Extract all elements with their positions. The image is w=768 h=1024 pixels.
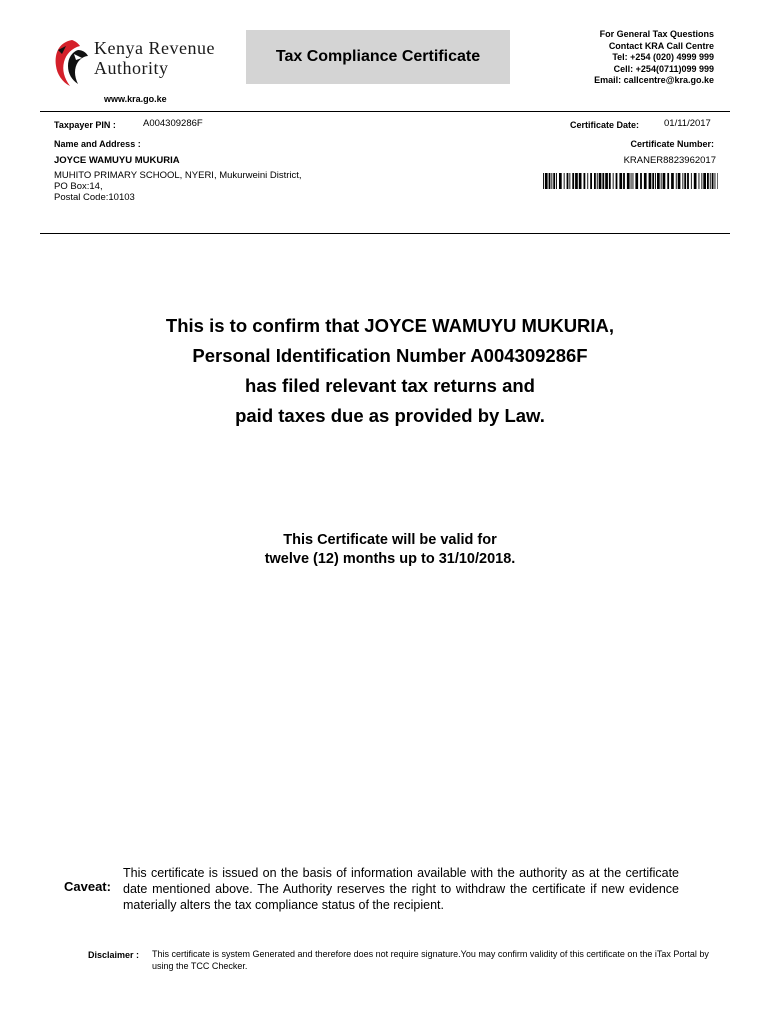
barcode-bar	[599, 173, 602, 189]
barcode-bar	[715, 173, 716, 189]
barcode-bar	[623, 173, 625, 189]
logo-text-line2: Authority	[94, 58, 169, 78]
contact-line: For General Tax Questions	[599, 29, 714, 39]
barcode-bar	[717, 173, 718, 189]
name-address-label: Name and Address :	[54, 139, 141, 149]
document-title: Tax Compliance Certificate	[246, 30, 510, 84]
barcode-bar	[619, 173, 622, 189]
confirmation-statement	[40, 311, 740, 431]
barcode-bar	[543, 173, 544, 189]
barcode-bar	[556, 173, 557, 189]
confirmation-line: Personal Identification Number A004309286F	[192, 345, 588, 366]
disclaimer-label: Disclaimer :	[88, 950, 140, 960]
website-link[interactable]: www.kra.go.ke	[104, 94, 167, 104]
kra-logo	[52, 36, 237, 88]
barcode-bar	[661, 173, 662, 189]
divider	[40, 111, 730, 112]
barcode-bar	[682, 173, 683, 189]
barcode-bar	[605, 173, 608, 189]
barcode-bar	[575, 173, 578, 189]
contact-line: Contact KRA Call Centre	[608, 40, 714, 51]
barcode-bar	[635, 173, 638, 189]
barcode-bar	[667, 173, 669, 189]
barcode-bar	[545, 173, 548, 189]
barcode-bar	[587, 173, 588, 189]
barcode-bar	[663, 173, 666, 189]
barcode-bar	[613, 173, 614, 189]
barcode-bar	[707, 173, 709, 189]
validity-statement	[40, 531, 740, 569]
confirmation-line: paid taxes due as provided by Law.	[235, 405, 545, 426]
lion-emblem-icon	[52, 36, 90, 88]
barcode-bar	[594, 173, 596, 189]
address-line: MUHITO PRIMARY SCHOOL, NYERI, Mukurweini District,	[54, 170, 302, 181]
barcode-bar	[569, 173, 570, 189]
address-line: Postal Code:10103	[54, 192, 135, 203]
barcode-bar	[572, 173, 574, 189]
barcode-bar	[684, 173, 686, 189]
barcode-bar	[644, 173, 647, 189]
barcode-bar	[579, 173, 582, 189]
barcode-bar	[553, 173, 555, 189]
certificate-date-label: Certificate Date:	[570, 120, 640, 130]
barcode-bar	[703, 173, 706, 189]
confirmation-line: has filed relevant tax returns and	[245, 375, 535, 396]
contact-block	[594, 29, 714, 87]
divider	[40, 233, 730, 234]
pin-value: A004309286F	[143, 118, 203, 129]
barcode-bar	[627, 173, 630, 189]
barcode-bar	[640, 173, 642, 189]
barcode	[543, 173, 718, 189]
certificate-number-label: Certificate Number:	[630, 139, 714, 149]
barcode-bar	[549, 173, 551, 189]
barcode-bar	[671, 173, 674, 189]
barcode-bar	[694, 173, 697, 189]
certificate-number-value: KRANER8823962017	[623, 155, 716, 166]
barcode-bar	[687, 173, 689, 189]
confirmation-line: This is to confirm that JOYCE WAMUYU MUKURIA,	[165, 315, 615, 336]
certificate-date-value: 01/11/2017	[664, 118, 711, 129]
address-line: PO Box:14,	[54, 181, 103, 192]
logo-text-line1: Kenya Revenue	[94, 38, 215, 58]
barcode-bar	[701, 173, 702, 189]
barcode-bar	[699, 173, 700, 189]
barcode-bar	[649, 173, 652, 189]
barcode-bar	[655, 173, 656, 189]
contact-email[interactable]: Email: callcentre@kra.go.ke	[594, 75, 714, 85]
caveat-text: This certificate is issued on the basis of information available with the authority as at the certificate date mentioned above. The Authority reserves the right to withdraw the certificate if new evidence materially alters the tax compliance status of the recipient.	[123, 866, 679, 912]
barcode-bar	[597, 173, 598, 189]
contact-cell: Cell: +254(0711)099 999	[613, 63, 714, 74]
barcode-bar	[678, 173, 681, 189]
barcode-bar	[712, 173, 714, 189]
validity-line: twelve (12) months up to 31/10/2018.	[264, 551, 516, 567]
barcode-bar	[691, 173, 692, 189]
taxpayer-name: JOYCE WAMUYU MUKURIA	[54, 155, 180, 166]
barcode-bar	[676, 173, 677, 189]
barcode-bar	[590, 173, 592, 189]
disclaimer-text: This certificate is system Generated and therefore does not require signature.You may confirm validity of this certificate on the iTax Portal by using the TCC Checker.	[152, 949, 709, 971]
barcode-bar	[609, 173, 611, 189]
barcode-bar	[602, 173, 604, 189]
pin-label: Taxpayer PIN :	[54, 120, 116, 130]
barcode-bar	[616, 173, 618, 189]
contact-phone: Tel: +254 (020) 4999 999	[612, 52, 714, 62]
barcode-bar	[567, 173, 569, 189]
barcode-bar	[559, 173, 562, 189]
caveat-label: Caveat:	[64, 879, 111, 894]
barcode-bar	[564, 173, 565, 189]
barcode-bar	[652, 173, 654, 189]
barcode-bar	[631, 173, 632, 189]
barcode-bar	[584, 173, 586, 189]
validity-line: This Certificate will be valid for	[283, 532, 497, 548]
barcode-bar	[710, 173, 711, 189]
barcode-bar	[633, 173, 634, 189]
barcode-bar	[657, 173, 660, 189]
barcode-bar	[551, 173, 552, 189]
